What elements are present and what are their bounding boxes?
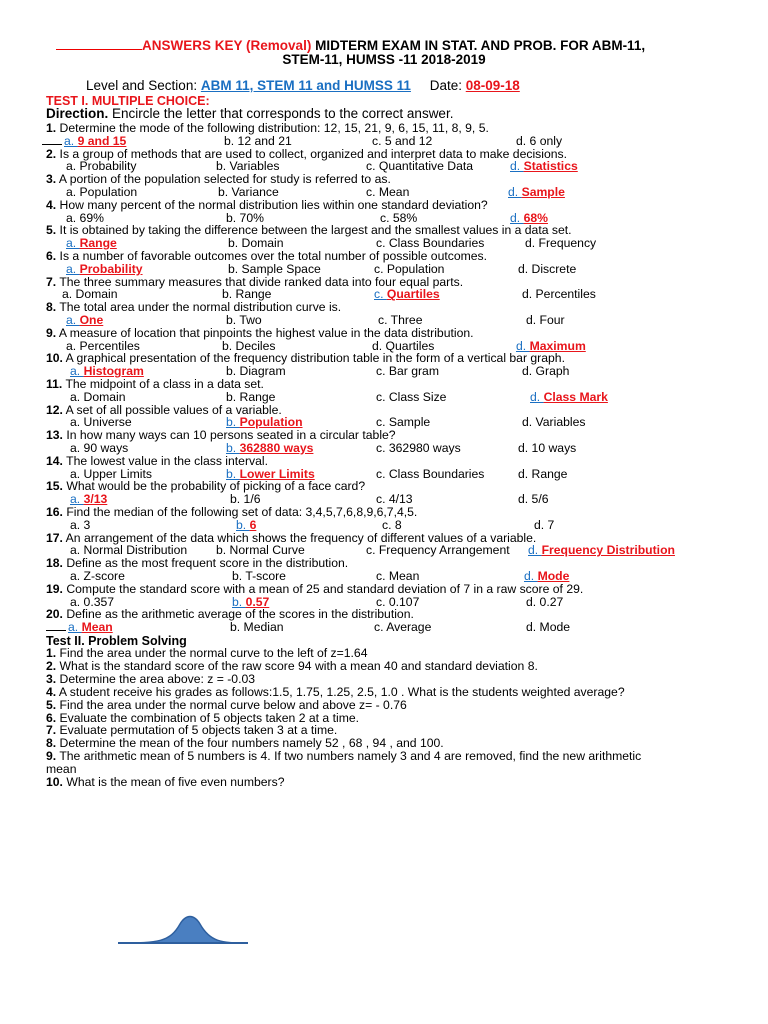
problem-item <box>46 685 625 699</box>
answer-underline <box>42 144 62 145</box>
problem-number: 9. <box>46 749 57 764</box>
answer-text: Class Mark <box>543 389 608 404</box>
problem-text: Determine the area above: z = -0.03 <box>56 671 256 686</box>
answer-option[interactable]: a. Probability <box>66 159 137 174</box>
answer-option[interactable]: b. Sample Space <box>228 261 321 276</box>
answer-option[interactable]: b. Diagram <box>226 364 286 379</box>
test1-title: TEST I. MULTIPLE CHOICE: <box>46 94 210 108</box>
answer-option[interactable]: c. 362980 ways <box>376 441 461 455</box>
answer-option[interactable]: b. 12 and 21 <box>224 133 292 148</box>
question-body: Define as the most frequent score in the distribution. <box>62 556 349 571</box>
answer-option[interactable]: a. Population <box>66 185 138 199</box>
answer-option[interactable]: a. Normal Distribution <box>70 543 188 558</box>
answer-text: 3/13 <box>83 492 108 507</box>
correct-answer-option[interactable] <box>46 620 113 634</box>
answer-letter: b. <box>226 441 240 455</box>
exam-title-line2: STEM-11, HUMSS -11 2018-2019 <box>282 52 486 67</box>
question-number: 8. <box>46 300 57 315</box>
question-body: Find the median of the following set of data: 3,4,5,7,6,8,9,6,7,4,5. <box>62 505 418 519</box>
question-body: An arrangement of the data which shows the frequency of different values of a variable. <box>62 530 537 545</box>
question-number: 7. <box>46 274 57 289</box>
problem-item <box>46 775 284 789</box>
answer-option[interactable]: a. 0.357 <box>70 594 115 609</box>
level-section-row <box>86 78 520 93</box>
answer-option[interactable]: c. Mean <box>376 569 420 583</box>
answer-option[interactable]: d. 10 ways <box>518 441 577 455</box>
answer-text: Histogram <box>83 364 144 379</box>
question-body: Define as the arithmetic average of the scores in the distribution. <box>62 607 414 622</box>
question-number: 19. <box>46 581 63 596</box>
date-value: 08-09-18 <box>465 78 520 93</box>
answer-option[interactable]: c. Mean <box>366 185 410 199</box>
answer-option[interactable]: c. Average <box>374 620 432 635</box>
level-label: Level and Section: <box>86 78 198 93</box>
question-text <box>46 505 417 519</box>
question-body: The three summary measures that divide ranked data into four equal parts. <box>56 274 464 289</box>
answer-option[interactable]: c. Bar gram <box>376 364 439 379</box>
problem-item <box>46 672 255 686</box>
answer-text: Lower Limits <box>239 466 315 481</box>
problem-number: 2. <box>46 658 57 673</box>
answer-option[interactable]: d. Range <box>518 466 568 481</box>
question-body: A portion of the population selected for study is referred to as. <box>56 172 391 187</box>
answer-option[interactable]: a. 69% <box>66 210 104 225</box>
problem-text: A student receive his grades as follows:1.5, 1.75, 1.25, 2.5, 1.0 . What is the students weighted average? <box>56 684 625 699</box>
exam-title: MIDTERM EXAM IN STAT. AND PROB. FOR ABM-11, <box>315 38 646 53</box>
answer-option[interactable]: b. Domain <box>228 236 284 251</box>
answer-letter: c. <box>374 287 387 302</box>
answer-letter: a. <box>68 620 82 635</box>
question-number: 5. <box>46 223 57 238</box>
answer-option[interactable]: d. 6 only <box>516 133 563 148</box>
question-number: 18. <box>46 556 63 571</box>
answer-option[interactable]: a. Universe <box>70 415 132 430</box>
question-body: Compute the standard score with a mean of 25 and standard deviation of 7 in a raw score of 29. <box>62 581 584 596</box>
problem-number: 7. <box>46 723 57 738</box>
answer-option[interactable]: d. Quartiles <box>372 338 435 353</box>
problem-text: Find the area under the normal curve below and above z= - 0.76 <box>56 697 407 712</box>
problem-item <box>46 762 77 776</box>
question-number: 20. <box>46 607 63 622</box>
problem-text: Find the area under the normal curve to the left of z=1.64 <box>56 646 368 660</box>
answer-text: Probability <box>79 261 143 276</box>
question-body: A set of all possible values of a variable. <box>62 402 282 417</box>
answer-option[interactable]: c. Population <box>374 261 445 276</box>
answer-letter: a. <box>70 492 84 507</box>
question-text <box>46 223 572 237</box>
answer-text: Mode <box>537 569 570 583</box>
question-body: It is obtained by taking the difference between the largest and the smallest values in a data set. <box>56 223 572 238</box>
question-body: A measure of location that pinpoints the highest value in the data distribution. <box>56 325 474 340</box>
answer-option[interactable]: c. Quantitative Data <box>366 159 474 174</box>
answer-option[interactable]: d. 0.27 <box>526 594 564 609</box>
question-number: 2. <box>46 146 57 161</box>
test2-title: Test II. Problem Solving <box>46 634 187 648</box>
direction-text: Encircle the letter that corresponds to the correct answer. <box>112 106 454 121</box>
problem-text: The arithmetic mean of 5 numbers is 4. If two numbers namely 3 and 4 are removed, find the new arithmetic <box>56 749 642 764</box>
problem-item <box>46 736 444 750</box>
problem-text: What is the mean of five even numbers? <box>62 775 285 789</box>
answer-option[interactable]: a. Upper Limits <box>70 466 152 481</box>
question-number: 14. <box>46 453 63 468</box>
answer-text: One <box>79 313 104 327</box>
answer-text: 9 and 15 <box>77 133 127 148</box>
answer-option[interactable]: a. Domain <box>70 389 126 404</box>
answer-letter: d. <box>528 543 542 558</box>
question-number: 3. <box>46 172 57 187</box>
question-text <box>46 582 583 596</box>
answer-letter: d. <box>510 210 524 225</box>
answer-option[interactable]: d. Graph <box>522 364 570 379</box>
answer-option[interactable]: a. Z-score <box>70 569 125 583</box>
answer-option[interactable]: b. T-score <box>232 569 286 583</box>
answer-letter: d. <box>508 185 522 199</box>
correct-answer-option[interactable] <box>508 185 565 199</box>
answer-option[interactable]: a. Domain <box>62 287 118 302</box>
bell-curve-shape <box>120 917 246 944</box>
question-number: 15. <box>46 479 63 494</box>
answer-option[interactable]: d. 7 <box>534 517 555 532</box>
answer-letter: b. <box>232 594 246 609</box>
answer-option[interactable]: c. Frequency Arrangement <box>366 543 510 558</box>
title-underline <box>56 48 142 50</box>
problem-item <box>46 723 337 737</box>
direction-label: Direction. <box>46 106 109 121</box>
answer-text: Range <box>79 236 117 251</box>
answer-letter: a. <box>70 364 84 379</box>
question-number: 10. <box>46 351 63 366</box>
answer-underline <box>46 630 66 631</box>
answer-option[interactable]: c. 58% <box>380 210 418 225</box>
problem-number: 8. <box>46 736 57 751</box>
problem-item <box>46 646 367 660</box>
question-body: In how many ways can 10 persons seated in a circular table? <box>62 428 396 443</box>
exam-title-line1 <box>56 38 645 53</box>
answers-key-label: ANSWERS KEY <box>142 38 243 53</box>
answer-option[interactable]: d. 5/6 <box>518 492 549 507</box>
level-value: ABM 11, STEM 11 and HUMSS 11 <box>200 78 411 93</box>
answer-option[interactable]: c. Three <box>378 313 423 327</box>
answer-option[interactable]: b. Normal Curve <box>216 543 305 558</box>
question-body: How many percent of the normal distribution lies within one standard deviation? <box>56 197 488 212</box>
correct-answer-option[interactable] <box>510 159 578 173</box>
answer-option[interactable]: b. Variance <box>218 185 279 199</box>
question-number: 13. <box>46 428 63 443</box>
problem-text: What is the standard score of the raw score 94 with a mean 40 and standard deviation 8. <box>56 658 538 673</box>
question-text <box>46 198 488 212</box>
answer-option[interactable]: d. Discrete <box>518 261 577 276</box>
answer-letter: a. <box>66 313 80 327</box>
answer-letter: b. <box>226 415 240 430</box>
answer-option[interactable]: d. Variables <box>522 415 586 430</box>
problem-text: Evaluate the combination of 5 objects taken 2 at a time. <box>56 710 360 725</box>
bell-curve-image <box>118 912 250 948</box>
answer-option[interactable]: b. 70% <box>226 210 264 225</box>
answer-letter: d. <box>524 569 538 583</box>
answer-letter: b. <box>236 517 250 532</box>
question-number: 4. <box>46 197 57 212</box>
answer-letter: d. <box>510 159 524 174</box>
answer-option[interactable]: b. Median <box>230 620 284 635</box>
answer-option[interactable]: a. Percentiles <box>66 338 140 353</box>
answer-option[interactable]: b. Two <box>226 313 262 327</box>
problem-item <box>46 659 538 673</box>
problem-number: 5. <box>46 697 57 712</box>
answer-option[interactable]: a. 90 ways <box>70 441 129 455</box>
correct-answer-option[interactable] <box>528 543 675 557</box>
answer-option[interactable]: c. Class Boundaries <box>376 236 485 251</box>
answer-option[interactable]: b. Range <box>226 389 276 404</box>
date-label: Date: <box>429 78 462 93</box>
problem-number: 4. <box>46 684 57 699</box>
answer-text: Mean <box>81 620 113 635</box>
question-number: 9. <box>46 325 57 340</box>
question-body: Is a group of methods that are used to collect, organized and interpret data to make decisions. <box>56 146 567 161</box>
problem-text: mean <box>46 762 77 777</box>
answer-option[interactable]: d. Four <box>526 313 565 327</box>
answer-text: 6 <box>249 517 257 532</box>
question-body: The midpoint of a class in a data set. <box>62 377 264 391</box>
problem-text: Evaluate permutation of 5 objects taken 3 at a time. <box>56 723 338 738</box>
answer-option[interactable]: a. 3 <box>70 517 91 532</box>
answer-option[interactable]: b. Variables <box>216 159 280 174</box>
question-number: 1. <box>46 121 57 135</box>
problem-number: 10. <box>46 775 63 789</box>
answer-option[interactable]: b. 1/6 <box>230 492 261 507</box>
question-number: 17. <box>46 530 63 545</box>
answer-letter: d. <box>516 338 530 353</box>
answer-text: Sample <box>521 185 565 199</box>
direction-row <box>46 106 453 121</box>
answer-option[interactable]: d. Mode <box>526 620 571 635</box>
problem-number: 1. <box>46 646 57 660</box>
question-body: What would be the probability of picking of a face card? <box>62 479 366 494</box>
correct-answer-option[interactable] <box>530 390 608 404</box>
removal-label: (Removal) <box>246 38 312 53</box>
question-body: The total area under the normal distribution curve is. <box>56 300 342 315</box>
answer-option[interactable]: c. Class Size <box>376 389 447 404</box>
question-number: 11. <box>46 377 63 391</box>
answer-option[interactable]: d. Frequency <box>525 236 597 251</box>
answer-text: 362880 ways <box>239 441 314 455</box>
question-body: The lowest value in the class interval. <box>62 453 268 468</box>
answer-text: Maximum <box>529 338 586 353</box>
question-body: Is a number of favorable outcomes over the total number of possible outcomes. <box>56 249 488 263</box>
answer-text: Frequency Distribution <box>541 543 675 558</box>
question-number: 6. <box>46 249 57 263</box>
correct-answer-option[interactable] <box>374 287 440 301</box>
answer-option[interactable]: b. Range <box>222 287 272 302</box>
answer-text: Population <box>239 415 303 430</box>
answer-text: 0.57 <box>245 594 270 609</box>
question-body: Determine the mode of the following distribution: 12, 15, 21, 9, 6, 15, 11, 8, 9, 5. <box>56 121 489 135</box>
question-number: 12. <box>46 402 63 417</box>
problem-item <box>46 749 641 763</box>
answer-text: Quartiles <box>386 287 440 302</box>
problem-number: 6. <box>46 710 57 725</box>
answer-letter: b. <box>226 466 240 481</box>
answer-letter: a. <box>66 236 80 251</box>
question-number: 16. <box>46 505 63 519</box>
answer-option[interactable]: c. 5 and 12 <box>372 133 433 148</box>
answer-letter: a. <box>64 133 78 148</box>
answer-letter: d. <box>530 389 544 404</box>
answer-option[interactable]: d. Percentiles <box>522 287 596 302</box>
problem-text: Determine the mean of the four numbers namely 52 , 68 , 94 , and 100. <box>56 736 444 751</box>
answer-option[interactable]: c. 8 <box>382 517 402 532</box>
answer-option[interactable]: c. 0.107 <box>376 594 420 609</box>
answer-text: 68% <box>523 210 548 225</box>
answer-option[interactable]: c. Class Boundaries <box>376 466 485 481</box>
problem-item <box>46 698 407 712</box>
answer-option[interactable]: c. 4/13 <box>376 492 413 507</box>
answer-option[interactable]: c. Sample <box>376 415 431 430</box>
answer-letter: a. <box>66 261 80 276</box>
problem-number: 3. <box>46 671 57 686</box>
problem-item <box>46 711 359 725</box>
question-body: A graphical presentation of the frequency distribution table in the form of a vertical bar graph. <box>62 351 565 366</box>
answer-text: Statistics <box>523 159 578 174</box>
answer-option[interactable]: b. Deciles <box>222 338 276 353</box>
